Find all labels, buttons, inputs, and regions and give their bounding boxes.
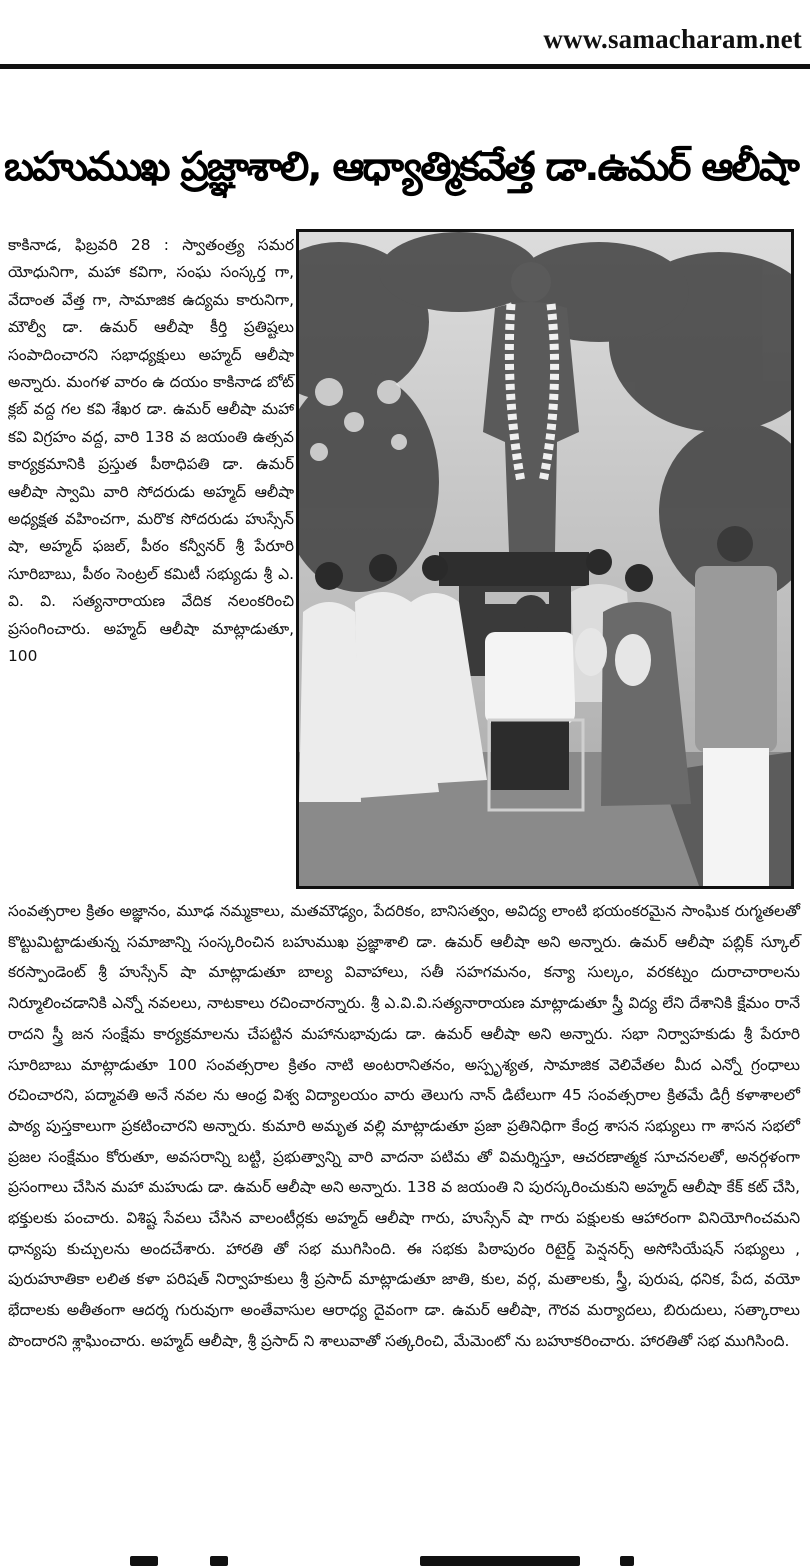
header-rule <box>0 64 810 69</box>
statue-ceremony-illustration <box>299 232 791 886</box>
article-body-text: సంవత్సరాల క్రితం అజ్ఞానం, మూఢ నమ్మకాలు, మతమౌఢ్యం, పేదరికం, బానిసత్వం, అవిద్య లాంటి భయంకరమైన సాంఘిక రుగ్మతలతో కొట్టుమిట్టాడుతున్న సమాజాన్ని సంస్కరించిన బహుముఖ ప్రజ్ఞాశాలి డా. ఉమర్ ఆలీషా అని అన్నారు. ఉమర్ ఆలీషా పబ్లిక్ స్కూల్ కరస్పాండెంట్ శ్రీ హుస్సేన్ షా మాట్లాడుతూ బాల్య వివాహాలు, సతీ సహగమనం, కన్యా సుల్కం, వరకట్నం దురాచారాలను నిర్మూలించడానికి ఎన్నో నవలలు, నాటకాలు రచించారన్నారు. శ్రీ ఎ.వి.వి.సత్యనారాయణ మాట్లాడుతూ స్త్రీ విద్య లేని దేశానికి క్షేమం రానే రాదని స్త్రీ జన సంక్షేమ కార్యక్రమాలను చేపట్టిన మహానుభావుడు డా. ఉమర్ ఆలీషా అని అన్నారు. సభా నిర్వాహకుడు శ్రీ పేరూరి సూరిబాబు మాట్లాడుతూ 100 సంవత్సరాల క్రితం నాటి అంటరానితనం, అస్పృశ్యత, సామాజిక వెలివేతల మీద ఎన్నో గ్రంధాలు రచించారని, పద్మావతి అనే నవల ను ఆంధ్ర విశ్వ విద్యాలయం వారు తెలుగు నాన్ డిటేలుగా 45 సంవత్సరాల క్రితమే డిగ్రీ కళాశాలలో పాఠ్య పుస్తకాలుగా ప్రకటించారని అన్నారు. కుమారి అమృత వల్లి మాట్లాడుతూ ప్రజా ప్రతినిధిగా కేంద్ర శాసన సభ్యులు గా శాసన సభలో ప్రజల సంక్షేమం కోరుతూ, అవసరాన్ని బట్టి, ప్రభుత్వాన్ని వారి వాదనా పటిమ తో విమర్శిస్తూ, ఆచరణాత్మక సూచనలతో, అనర్గళంగా ప్రసంగాలు చేసిన మహా మహుడు డా. ఉమర్ ఆలీషా అని అన్నారు. 138 వ జయంతి ని పురస్కరించుకుని అహ్మద్ ఆలీషా కేక్ కట్ చేసి, భక్తులకు పంచారు. విశిష్ట సేవలు చేసిన వాలంటీర్లకు అహ్మద్ ఆలీషా గారు, హుస్సేన్ షా గారు పక్షులకు ఆహారంగా వినియోగించమని ధాన్యపు కుచ్చులను అందచేశారు. హారతి తో సభ ముగిసింది. ఈ సభకు పిఠాపురం రిటైర్డ్ పెన్షనర్స్ అసోసియేషన్ సభ్యులు , పురుహూతికా లలిత కళా పరిషత్ నిర్వాహకులు శ్రీ ప్రసాద్ మాట్లాడుతూ జాతి, కుల, వర్గ, మతాలకు, స్త్రీ, పురుష, ధనిక, పేద, వయో భేదాలకు అతీతంగా ఆదర్శ గురువుగా అంతేవాసుల ఆరాధ్య దైవంగా డా. ఉమర్ ఆలీషా, గౌరవ మర్యాదలు, బిరుదులు, సత్కారాలు పొందారని శ్లాఘించారు. అహ్మద్ ఆలీషా, శ్రీ ప్రసాద్ ని శాలువాతో సత్కరించి, మేమెంటో ను బహూకరించారు. హారతితో సభ ముగిసింది. <box>8 902 800 1350</box>
next-headline-fragment <box>0 1552 810 1566</box>
site-url[interactable]: www.samacharam.net <box>543 24 802 54</box>
article-column <box>8 232 294 671</box>
article-column-text: కాకినాడ, ఫిబ్రవరి 28 : స్వాతంత్ర్య సమర యోధునిగా, మహా కవిగా, సంఘ సంస్కర్త గా, వేదాంత వేత్త గా, సామాజిక ఉద్యమ కారునిగా, మౌల్వీ డా. ఉమర్ ఆలీషా కీర్తి ప్రతిష్టలు సంపాదించారని సభాధ్యక్షులు అహ్మద్ ఆలీషా అన్నారు. మంగళ వారం ఉ దయం కాకినాడ బోట్ క్లబ్ వద్ద గల కవి శేఖర డా. ఉమర్ ఆలీషా మహా కవి విగ్రహం వద్ద, వారి 138 వ జయంతి ఉత్సవ కార్యక్రమానికి ప్రస్తుత పీఠాధిపతి డా. ఉమర్ ఆలీషా స్వామి వారి సోదరుడు అహ్మద్ ఆలీషా అధ్యక్షత వహించగా, మరొక సోదరుడు హుస్సేన్ షా, అహ్మద్ ఫజల్, పీఠం కన్వీనర్ శ్రీ పేరూరి సూరిబాబు, పీఠం సెంట్రల్ కమిటీ సభ్యుడు శ్రీ ఎ. వి. వి. సత్యనారాయణ వేదిక నలంకరించి ప్రసంగించారు. అహ్మద్ ఆలీషా మాట్లాడుతూ, 100 <box>8 236 294 666</box>
article-body <box>8 896 800 1357</box>
article-photo <box>296 229 794 889</box>
article-headline: బహుముఖ ప్రజ్ఞాశాలి, ఆధ్యాత్మికవేత్త డా.ఉమర్ ఆలీషా <box>4 143 798 190</box>
